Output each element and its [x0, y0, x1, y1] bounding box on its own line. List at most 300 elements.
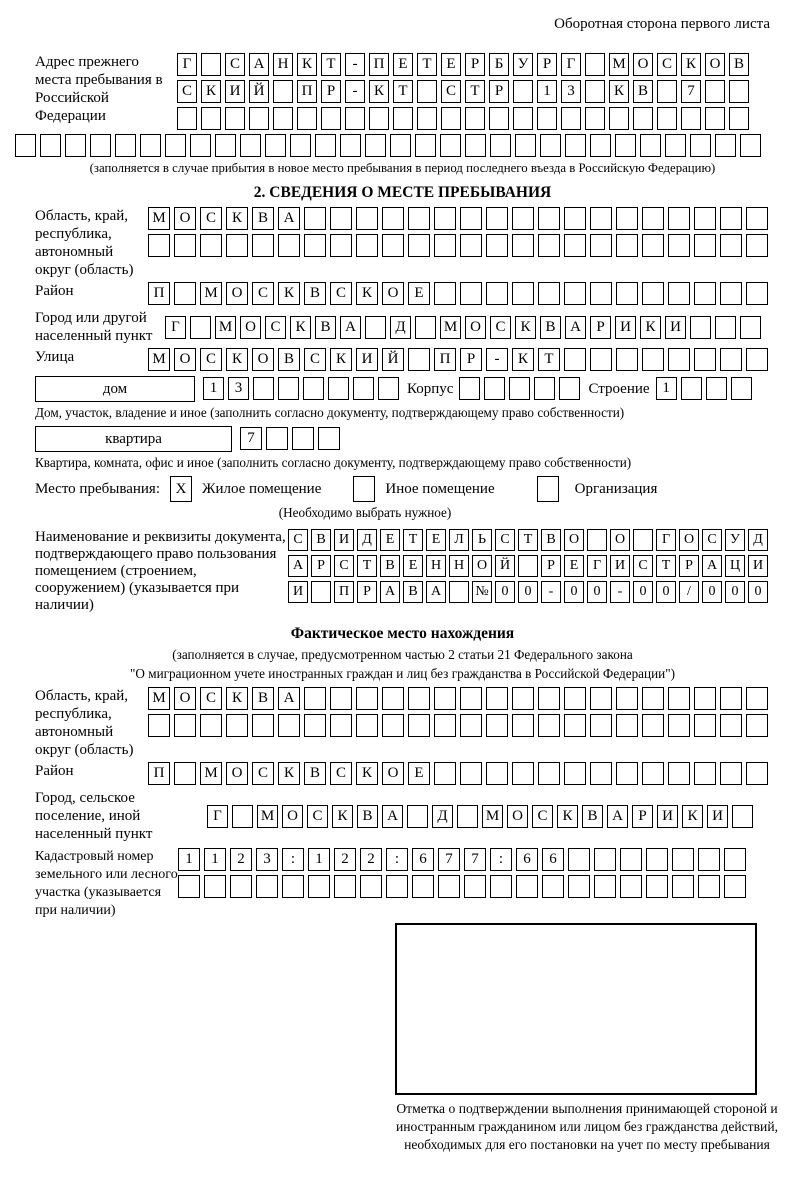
char-cell: К [226, 207, 248, 230]
char-cell [657, 107, 677, 130]
char-cell: Р [541, 555, 561, 577]
char-cell: Г [587, 555, 607, 577]
char-cell: А [278, 687, 300, 710]
char-cell [590, 134, 611, 157]
district2-row [148, 762, 768, 785]
prev-address-row-1 [177, 53, 749, 76]
char-cell: Н [273, 53, 293, 76]
stroenie-row [656, 377, 752, 400]
char-cell [694, 762, 716, 785]
char-cell [615, 134, 636, 157]
region2-row-1 [148, 687, 768, 710]
char-cell: 2 [360, 848, 382, 871]
char-cell: Т [538, 348, 560, 371]
char-cell: 0 [564, 581, 584, 603]
char-cell: В [252, 687, 274, 710]
residential-option-label: Жилое помещение [202, 480, 322, 497]
char-cell: Т [393, 80, 413, 103]
char-cell [321, 107, 341, 130]
char-cell [657, 80, 677, 103]
char-cell: К [226, 348, 248, 371]
char-cell: В [541, 529, 561, 551]
char-cell: И [225, 80, 245, 103]
char-cell: С [657, 53, 677, 76]
char-cell: К [682, 805, 703, 828]
char-cell: 0 [702, 581, 722, 603]
char-cell: Р [632, 805, 653, 828]
district2-block [35, 762, 770, 785]
char-cell: У [725, 529, 745, 551]
char-cell [542, 875, 564, 898]
char-cell: С [307, 805, 328, 828]
char-cell: О [226, 282, 248, 305]
char-cell: К [226, 687, 248, 710]
char-cell: С [252, 762, 274, 785]
char-cell: 6 [542, 848, 564, 871]
stamp-box [395, 923, 757, 1095]
char-cell: О [507, 805, 528, 828]
char-cell [668, 282, 690, 305]
char-cell: И [356, 348, 378, 371]
char-cell: - [345, 80, 365, 103]
char-cell [616, 348, 638, 371]
char-cell: В [304, 282, 326, 305]
char-cell [356, 234, 378, 257]
cadastre-rows [178, 848, 746, 898]
char-cell [642, 348, 664, 371]
street-row [148, 348, 768, 371]
char-cell [292, 427, 314, 450]
char-cell [512, 762, 534, 785]
char-cell [174, 282, 196, 305]
char-cell [226, 234, 248, 257]
char-cell [282, 875, 304, 898]
char-cell: Д [748, 529, 768, 551]
char-cell [640, 134, 661, 157]
char-cell [620, 848, 642, 871]
char-cell [174, 234, 196, 257]
char-cell: М [215, 316, 236, 339]
char-cell [729, 80, 749, 103]
char-cell: К [330, 348, 352, 371]
char-cell: О [465, 316, 486, 339]
char-cell [746, 687, 768, 710]
char-cell: К [512, 348, 534, 371]
char-cell: А [426, 581, 446, 603]
char-cell [369, 107, 389, 130]
char-cell [690, 316, 711, 339]
char-cell [646, 848, 668, 871]
char-cell [668, 687, 690, 710]
char-cell [538, 207, 560, 230]
char-cell: 0 [633, 581, 653, 603]
char-cell [590, 714, 612, 737]
street-block [35, 348, 770, 371]
document-row-2 [288, 555, 768, 577]
char-cell [668, 234, 690, 257]
char-cell: В [540, 316, 561, 339]
char-cell: В [252, 207, 274, 230]
char-cell [330, 234, 352, 257]
checkbox-residential: X [170, 476, 192, 502]
char-cell: Е [380, 529, 400, 551]
char-cell [516, 875, 538, 898]
char-cell [585, 107, 605, 130]
char-cell: - [486, 348, 508, 371]
char-cell: 7 [464, 848, 486, 871]
char-cell [417, 80, 437, 103]
char-cell [415, 134, 436, 157]
char-cell: К [356, 282, 378, 305]
char-cell [731, 377, 752, 400]
char-cell: О [226, 762, 248, 785]
document-row-3 [288, 581, 768, 603]
char-cell: П [148, 282, 170, 305]
char-cell: К [201, 80, 221, 103]
city-row [165, 316, 761, 339]
char-cell: Е [393, 53, 413, 76]
char-cell [315, 134, 336, 157]
char-cell [408, 714, 430, 737]
char-cell: Л [449, 529, 469, 551]
char-cell [148, 234, 170, 257]
char-cell [513, 107, 533, 130]
char-cell: У [513, 53, 533, 76]
char-cell: И [748, 555, 768, 577]
region-row-2 [148, 234, 768, 257]
char-cell [273, 80, 293, 103]
apartment-caption: Квартира, комната, офис и иное (заполнить согласно документу, подтверждающему право собственности) [35, 455, 632, 470]
char-cell: О [282, 805, 303, 828]
char-cell [417, 107, 437, 130]
char-cell: М [440, 316, 461, 339]
char-cell: М [200, 762, 222, 785]
char-cell: С [252, 282, 274, 305]
char-cell [330, 714, 352, 737]
city-block [35, 309, 770, 345]
char-cell [382, 207, 404, 230]
char-cell: М [148, 687, 170, 710]
char-cell: Р [311, 555, 331, 577]
char-cell: И [334, 529, 354, 551]
cadastre-row-1 [178, 848, 746, 871]
char-cell [215, 134, 236, 157]
char-cell [486, 687, 508, 710]
char-cell: О [705, 53, 725, 76]
char-cell [266, 427, 288, 450]
char-cell [415, 316, 436, 339]
char-cell: Р [590, 316, 611, 339]
char-cell: С [288, 529, 308, 551]
char-cell [698, 875, 720, 898]
char-cell [441, 107, 461, 130]
char-cell [590, 282, 612, 305]
char-cell: А [565, 316, 586, 339]
char-cell [382, 687, 404, 710]
char-cell [434, 282, 456, 305]
char-cell [407, 805, 428, 828]
char-cell [720, 207, 742, 230]
char-cell [513, 80, 533, 103]
char-cell: - [610, 581, 630, 603]
char-cell: Е [408, 762, 430, 785]
char-cell: Р [357, 581, 377, 603]
char-cell [681, 107, 701, 130]
char-cell [256, 875, 278, 898]
char-cell: О [564, 529, 584, 551]
char-cell [672, 875, 694, 898]
char-cell [681, 377, 702, 400]
char-cell: С [200, 687, 222, 710]
char-cell [633, 107, 653, 130]
char-cell: 3 [256, 848, 278, 871]
char-cell: В [315, 316, 336, 339]
char-cell [698, 848, 720, 871]
char-cell [690, 134, 711, 157]
char-cell [512, 714, 534, 737]
char-cell: 1 [537, 80, 557, 103]
char-cell: К [369, 80, 389, 103]
char-cell [694, 714, 716, 737]
district-label: Район [35, 283, 74, 299]
char-cell: Д [390, 316, 411, 339]
char-cell [484, 377, 505, 400]
char-cell [564, 687, 586, 710]
prev-address-row-3 [177, 107, 749, 130]
char-cell [587, 529, 607, 551]
char-cell [564, 282, 586, 305]
char-cell: : [386, 848, 408, 871]
char-cell: 0 [656, 581, 676, 603]
char-cell [518, 555, 538, 577]
char-cell [408, 207, 430, 230]
char-cell [668, 762, 690, 785]
char-cell [568, 848, 590, 871]
char-cell [538, 714, 560, 737]
prev-address-block [35, 53, 770, 130]
char-cell: И [707, 805, 728, 828]
char-cell: О [240, 316, 261, 339]
char-cell [642, 234, 664, 257]
region-block [35, 207, 770, 279]
region-rows [148, 207, 768, 257]
char-cell: О [472, 555, 492, 577]
char-cell: Р [460, 348, 482, 371]
char-cell [740, 316, 761, 339]
char-cell: Т [465, 80, 485, 103]
char-cell [594, 875, 616, 898]
char-cell: Й [382, 348, 404, 371]
char-cell [345, 107, 365, 130]
char-cell [356, 687, 378, 710]
char-cell: Е [564, 555, 584, 577]
char-cell [665, 134, 686, 157]
char-cell [460, 687, 482, 710]
char-cell: 1 [204, 848, 226, 871]
organization-option-label: Организация [574, 480, 658, 497]
char-cell [148, 714, 170, 737]
char-cell: С [225, 53, 245, 76]
char-cell: Е [403, 555, 423, 577]
cadastre-block [35, 848, 770, 920]
char-cell: О [633, 53, 653, 76]
stay-place-block [35, 476, 770, 502]
char-cell [174, 762, 196, 785]
apartment-block [35, 426, 770, 452]
char-cell: К [297, 53, 317, 76]
char-cell: О [610, 529, 630, 551]
char-cell [365, 134, 386, 157]
char-cell: Г [207, 805, 228, 828]
char-cell: П [434, 348, 456, 371]
char-cell: М [482, 805, 503, 828]
char-cell [225, 107, 245, 130]
char-cell [509, 377, 530, 400]
char-cell: Р [537, 53, 557, 76]
char-cell: И [288, 581, 308, 603]
char-cell [226, 714, 248, 737]
korpus-label: Корпус [407, 381, 454, 397]
char-cell [252, 234, 274, 257]
char-cell: В [403, 581, 423, 603]
char-cell [290, 134, 311, 157]
char-cell: 1 [178, 848, 200, 871]
actual-location-caption-1: (заполняется в случае, предусмотренном частью 2 статьи 21 Федерального закона [172, 647, 633, 662]
char-cell [360, 875, 382, 898]
char-cell [564, 207, 586, 230]
char-cell: Й [495, 555, 515, 577]
char-cell: Й [249, 80, 269, 103]
char-cell: Г [656, 529, 676, 551]
char-cell [694, 234, 716, 257]
char-cell [382, 234, 404, 257]
char-cell [720, 762, 742, 785]
char-cell [720, 687, 742, 710]
char-cell [694, 348, 716, 371]
char-cell [746, 207, 768, 230]
char-cell [642, 714, 664, 737]
char-cell [537, 107, 557, 130]
char-cell [408, 348, 430, 371]
char-cell: 7 [240, 427, 262, 450]
char-cell: К [609, 80, 629, 103]
char-cell [308, 875, 330, 898]
char-cell: В [729, 53, 749, 76]
char-cell [408, 687, 430, 710]
char-cell: 6 [516, 848, 538, 871]
prev-address-label: Адрес прежнего места пребывания в Российской Федерации [35, 54, 163, 124]
char-cell: - [345, 53, 365, 76]
char-cell [486, 714, 508, 737]
char-cell [534, 377, 555, 400]
char-cell [356, 207, 378, 230]
char-cell: Б [489, 53, 509, 76]
char-cell [620, 875, 642, 898]
char-cell [273, 107, 293, 130]
char-cell [340, 134, 361, 157]
char-cell [378, 377, 399, 400]
char-cell: О [679, 529, 699, 551]
char-cell: В [278, 348, 300, 371]
char-cell: М [609, 53, 629, 76]
char-cell [715, 134, 736, 157]
city2-label: Город, сельское поселение, иной населенный пункт [35, 790, 153, 842]
char-cell [393, 107, 413, 130]
char-cell: 1 [308, 848, 330, 871]
char-cell [694, 207, 716, 230]
char-cell: Т [518, 529, 538, 551]
char-cell: 7 [438, 848, 460, 871]
apartment-box-label: квартира [35, 426, 232, 452]
region-row-1 [148, 207, 768, 230]
char-cell [746, 348, 768, 371]
char-cell [590, 687, 612, 710]
char-cell [334, 875, 356, 898]
char-cell: О [382, 282, 404, 305]
cadastre-row-2 [178, 875, 746, 898]
document-row-1 [288, 529, 768, 551]
other-premises-option-label: Иное помещение [385, 480, 495, 497]
char-cell [564, 714, 586, 737]
char-cell: С [200, 207, 222, 230]
char-cell: К [681, 53, 701, 76]
char-cell [464, 875, 486, 898]
char-cell [165, 134, 186, 157]
stay-place-note: (Необходимо выбрать нужное) [278, 505, 452, 520]
char-cell [646, 875, 668, 898]
char-cell: - [541, 581, 561, 603]
house-box-label: дом [35, 376, 195, 402]
char-cell [65, 134, 86, 157]
char-cell: 1 [656, 377, 677, 400]
char-cell [538, 762, 560, 785]
house-caption: Дом, участок, владение и иное (заполнить согласно документу, подтверждающему право собственности) [35, 405, 625, 420]
char-cell: В [357, 805, 378, 828]
char-cell [382, 714, 404, 737]
char-cell [190, 316, 211, 339]
document-rows [288, 529, 768, 603]
char-cell [564, 762, 586, 785]
char-cell: О [174, 348, 196, 371]
char-cell: № [472, 581, 492, 603]
char-cell [512, 282, 534, 305]
char-cell: К [515, 316, 536, 339]
char-cell: 0 [748, 581, 768, 603]
char-cell: 0 [495, 581, 515, 603]
char-cell [365, 316, 386, 339]
char-cell [230, 875, 252, 898]
char-cell [457, 805, 478, 828]
char-cell: 0 [725, 581, 745, 603]
char-cell [460, 207, 482, 230]
char-cell: М [148, 348, 170, 371]
char-cell [585, 80, 605, 103]
city-label: Город или другой населенный пункт [35, 310, 153, 344]
char-cell: В [304, 762, 326, 785]
char-cell: С [177, 80, 197, 103]
stamp-caption: Отметка о подтверждении выполнения принимающей стороной и иностранным гражданином или лицом без гражданства действий, необходимых для его постановки на учет по месту пребывания [396, 1101, 778, 1152]
char-cell [304, 207, 326, 230]
char-cell [616, 234, 638, 257]
char-cell: Ь [472, 529, 492, 551]
char-cell: Т [417, 53, 437, 76]
char-cell: П [297, 80, 317, 103]
char-cell [434, 207, 456, 230]
street-label: Улица [35, 349, 75, 365]
char-cell: Д [432, 805, 453, 828]
char-cell [390, 134, 411, 157]
char-cell [200, 234, 222, 257]
